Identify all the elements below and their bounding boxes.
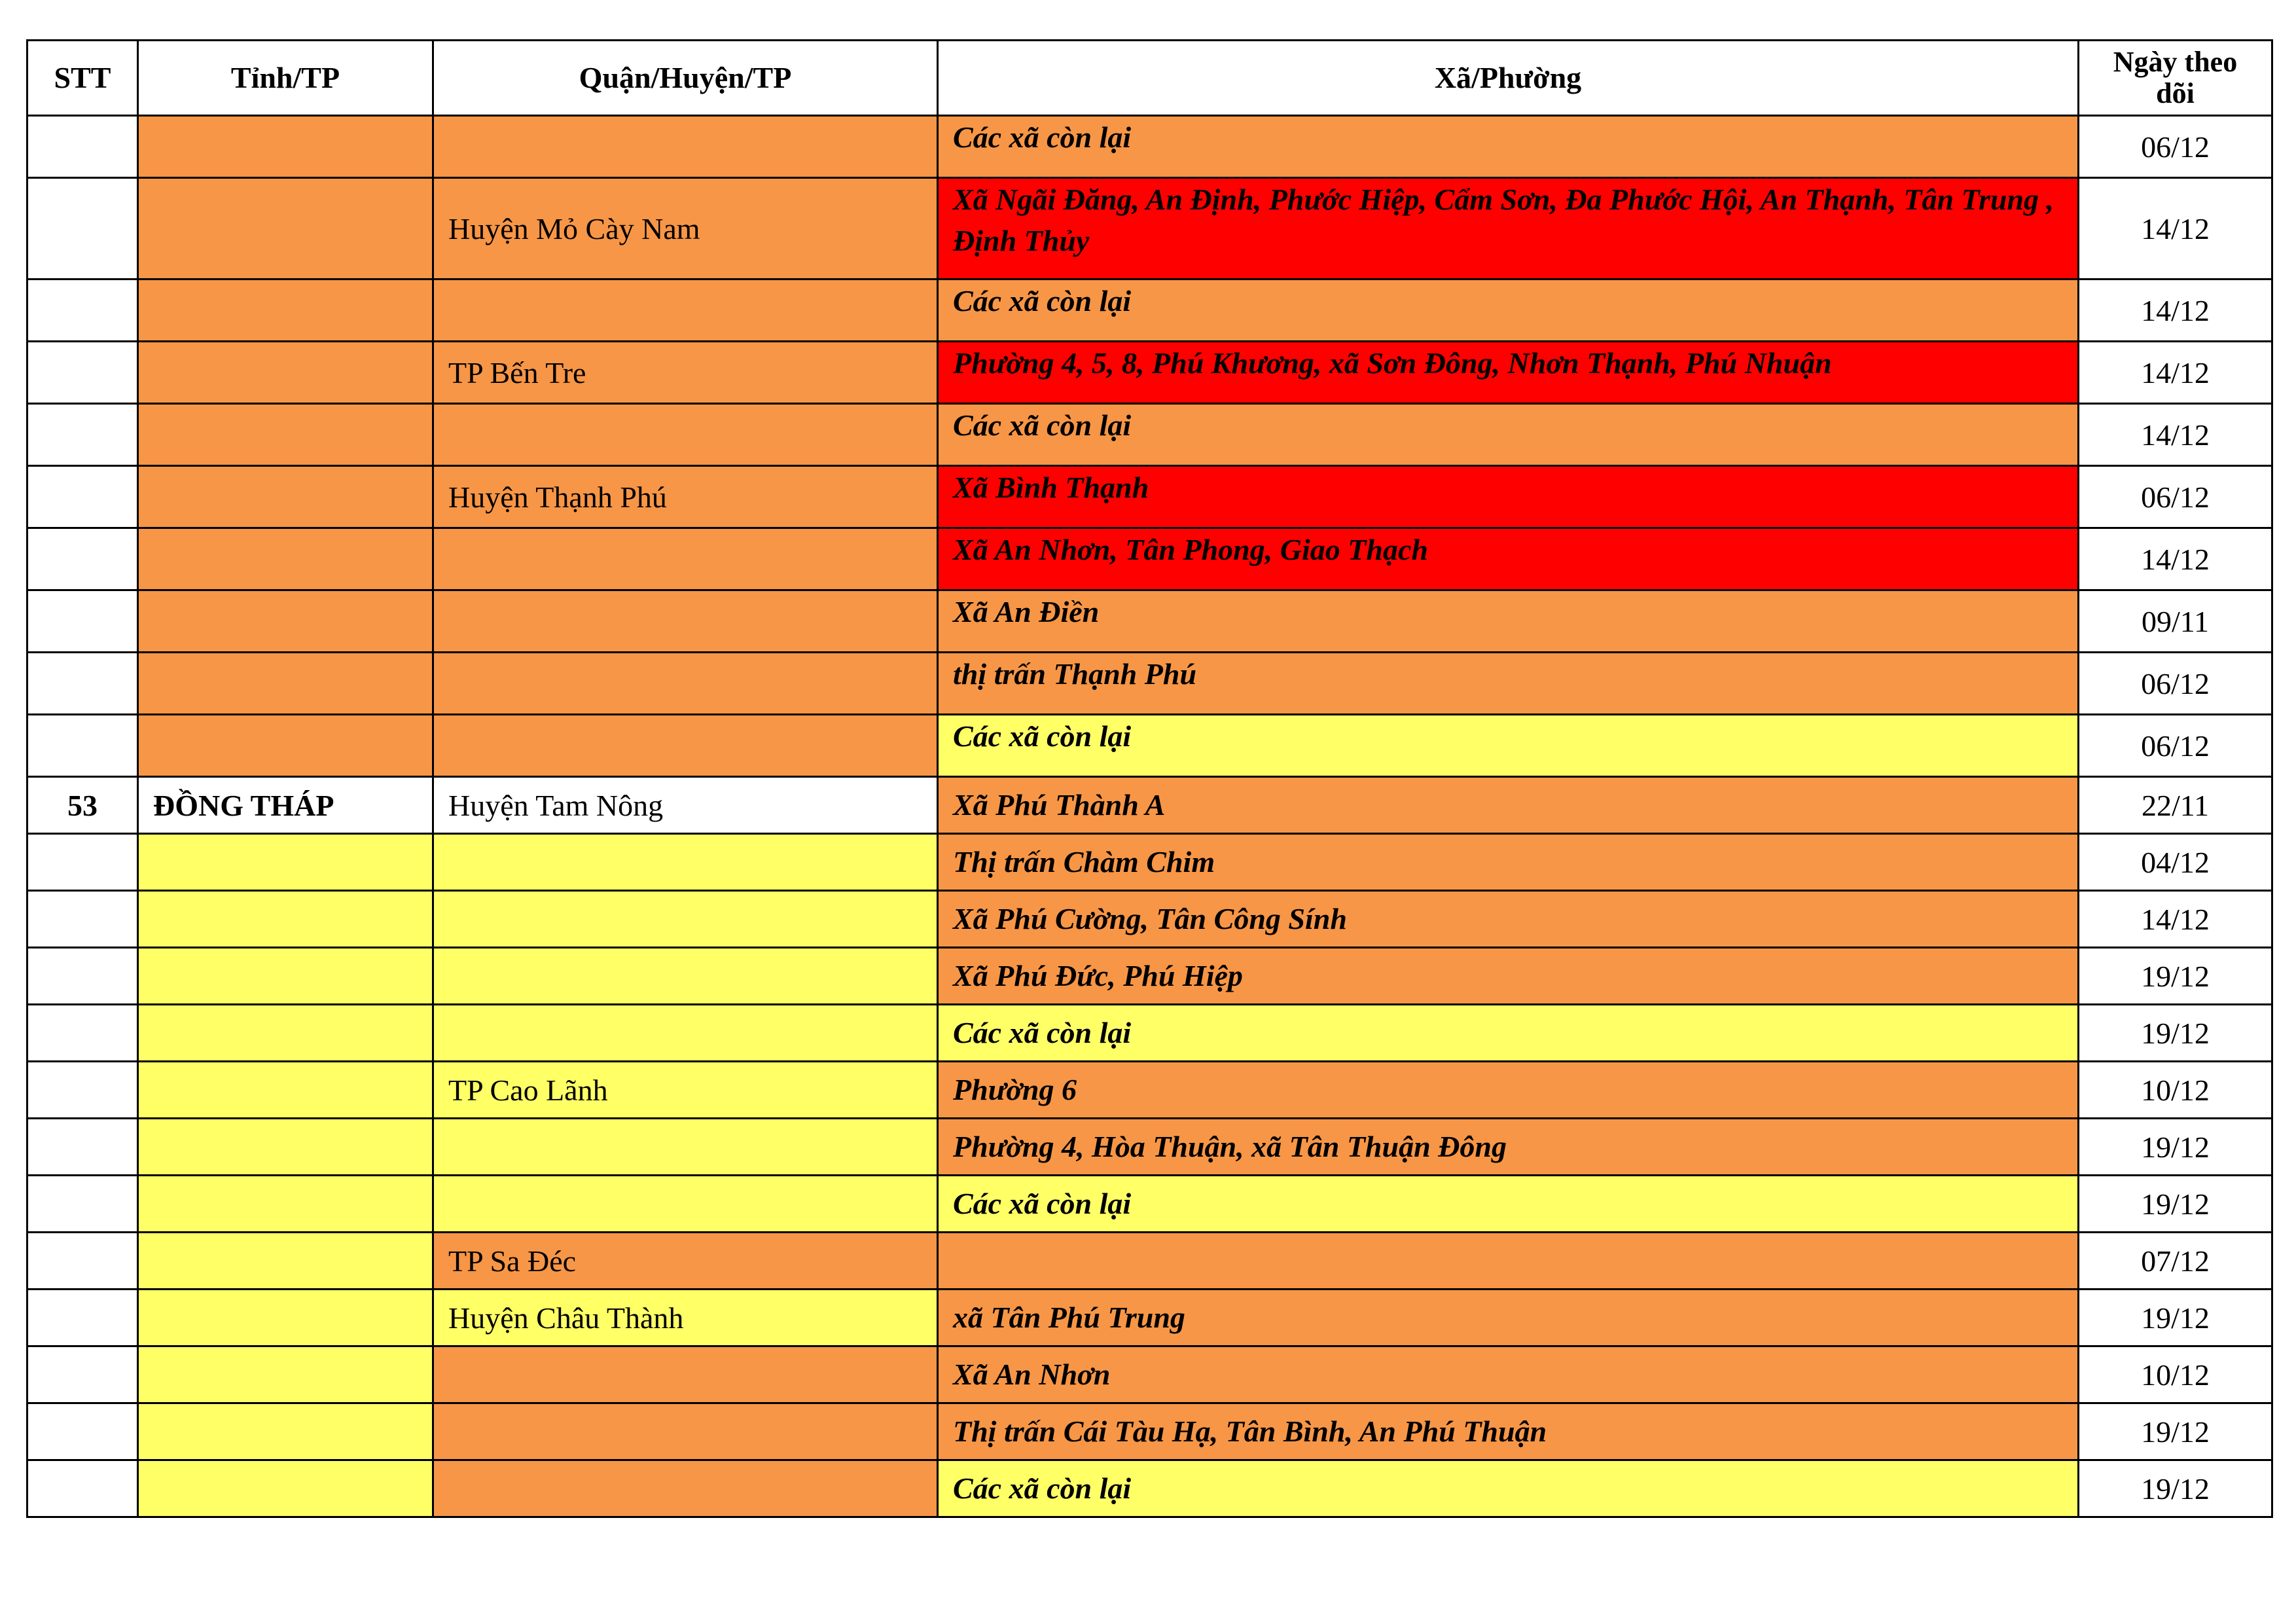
cell-district [433,891,938,948]
cell-stt [27,1176,138,1233]
cell-stt [27,948,138,1005]
cell-monitoring-date: 19/12 [2079,1176,2272,1233]
cell-monitoring-date: 19/12 [2079,1403,2272,1460]
cell-district [433,528,938,590]
cell-province [138,715,433,777]
monitoring-table [26,39,2273,1518]
cell-stt [27,653,138,715]
cell-stt [27,1460,138,1517]
cell-stt [27,1403,138,1460]
header-monitoring-date: Ngày theo dõi [2079,41,2272,116]
table-row [27,528,2272,590]
cell-commune: Xã An Nhơn, Tân Phong, Giao Thạch [938,528,2079,590]
table-row [27,466,2272,528]
cell-district [433,715,938,777]
cell-province [138,834,433,891]
cell-province [138,1233,433,1290]
table-row [27,116,2272,178]
cell-stt [27,466,138,528]
table-row [27,1290,2272,1346]
table-row [27,948,2272,1005]
cell-province [138,1403,433,1460]
cell-commune: Phường 4, Hòa Thuận, xã Tân Thuận Đông [938,1119,2079,1176]
table-row [27,1346,2272,1403]
cell-stt [27,590,138,653]
table-row [27,1119,2272,1176]
cell-province [138,466,433,528]
cell-province [138,1460,433,1517]
cell-commune: xã Tân Phú Trung [938,1290,2079,1346]
cell-province [138,1005,433,1062]
cell-commune: Các xã còn lại [938,1176,2079,1233]
cell-commune: Các xã còn lại [938,715,2079,777]
cell-commune: Các xã còn lại [938,116,2079,178]
cell-district [433,1005,938,1062]
cell-district [433,280,938,342]
cell-district [433,116,938,178]
cell-province [138,891,433,948]
cell-stt: 53 [27,777,138,834]
cell-commune: thị trấn Thạnh Phú [938,653,2079,715]
table-body [27,116,2272,1517]
table-header-row [27,41,2272,116]
cell-commune: Các xã còn lại [938,280,2079,342]
cell-stt [27,280,138,342]
cell-province [138,116,433,178]
cell-monitoring-date: 19/12 [2079,1119,2272,1176]
cell-monitoring-date: 10/12 [2079,1062,2272,1119]
table-row [27,1005,2272,1062]
cell-district [433,404,938,466]
cell-monitoring-date: 19/12 [2079,1005,2272,1062]
table-row [27,715,2272,777]
cell-district [433,1346,938,1403]
cell-stt [27,891,138,948]
cell-district [433,1460,938,1517]
table-row [27,777,2272,834]
cell-province [138,178,433,280]
cell-district: TP Cao Lãnh [433,1062,938,1119]
cell-monitoring-date: 09/11 [2079,590,2272,653]
cell-commune: Thị trấn Chàm Chim [938,834,2079,891]
cell-stt [27,1119,138,1176]
cell-monitoring-date: 14/12 [2079,528,2272,590]
cell-province [138,342,433,404]
table-row [27,1062,2272,1119]
cell-province: ĐỒNG THÁP [138,777,433,834]
cell-district [433,948,938,1005]
cell-monitoring-date: 06/12 [2079,653,2272,715]
cell-district: TP Sa Đéc [433,1233,938,1290]
cell-monitoring-date: 19/12 [2079,948,2272,1005]
cell-monitoring-date: 06/12 [2079,715,2272,777]
cell-commune: Các xã còn lại [938,404,2079,466]
cell-stt [27,1346,138,1403]
cell-monitoring-date: 19/12 [2079,1290,2272,1346]
table-row [27,178,2272,280]
cell-district [433,590,938,653]
cell-stt [27,404,138,466]
cell-monitoring-date: 19/12 [2079,1460,2272,1517]
cell-province [138,1290,433,1346]
cell-stt [27,834,138,891]
cell-district: Huyện Mỏ Cày Nam [433,178,938,280]
cell-stt [27,178,138,280]
cell-stt [27,1290,138,1346]
cell-province [138,653,433,715]
cell-district [433,653,938,715]
header-district: Quận/Huyện/TP [433,41,938,116]
cell-stt [27,715,138,777]
cell-commune: Các xã còn lại [938,1005,2079,1062]
table-row [27,404,2272,466]
table-row [27,1233,2272,1290]
cell-monitoring-date: 06/12 [2079,116,2272,178]
header-commune: Xã/Phường [938,41,2079,116]
cell-commune [938,1233,2079,1290]
cell-monitoring-date: 14/12 [2079,178,2272,280]
cell-monitoring-date: 06/12 [2079,466,2272,528]
cell-province [138,1176,433,1233]
cell-stt [27,1233,138,1290]
cell-stt [27,1062,138,1119]
cell-district: Huyện Tam Nông [433,777,938,834]
cell-district: TP Bến Tre [433,342,938,404]
cell-province [138,1119,433,1176]
cell-monitoring-date: 04/12 [2079,834,2272,891]
cell-district [433,1119,938,1176]
cell-commune: Xã An Điền [938,590,2079,653]
cell-province [138,948,433,1005]
cell-province [138,1062,433,1119]
cell-district: Huyện Châu Thành [433,1290,938,1346]
table-row [27,834,2272,891]
cell-monitoring-date: 22/11 [2079,777,2272,834]
cell-commune: Xã An Nhơn [938,1346,2079,1403]
cell-stt [27,342,138,404]
table-row [27,891,2272,948]
header-stt: STT [27,41,138,116]
cell-province [138,404,433,466]
table-row [27,280,2272,342]
cell-commune: Xã Phú Đức, Phú Hiệp [938,948,2079,1005]
cell-monitoring-date: 14/12 [2079,404,2272,466]
cell-commune: Thị trấn Cái Tàu Hạ, Tân Bình, An Phú Thuận [938,1403,2079,1460]
table-row [27,590,2272,653]
cell-province [138,528,433,590]
cell-district [433,1403,938,1460]
cell-stt [27,116,138,178]
cell-monitoring-date: 14/12 [2079,280,2272,342]
cell-district: Huyện Thạnh Phú [433,466,938,528]
table-row [27,1460,2272,1517]
cell-province [138,280,433,342]
cell-district [433,834,938,891]
cell-commune: Phường 4, 5, 8, Phú Khương, xã Sơn Đông, Nhơn Thạnh, Phú Nhuận [938,342,2079,404]
cell-stt [27,1005,138,1062]
table-row [27,1403,2272,1460]
header-province: Tỉnh/TP [138,41,433,116]
cell-commune: Xã Bình Thạnh [938,466,2079,528]
cell-monitoring-date: 07/12 [2079,1233,2272,1290]
cell-province [138,1346,433,1403]
cell-commune: Phường 6 [938,1062,2079,1119]
cell-monitoring-date: 14/12 [2079,342,2272,404]
cell-monitoring-date: 10/12 [2079,1346,2272,1403]
cell-monitoring-date: 14/12 [2079,891,2272,948]
cell-district [433,1176,938,1233]
cell-commune: Xã Ngãi Đăng, An Định, Phước Hiệp, Cẩm Sơn, Đa Phước Hội, An Thạnh, Tân Trung , Định Thủy [938,178,2079,280]
table-row [27,342,2272,404]
cell-commune: Xã Phú Cường, Tân Công Sính [938,891,2079,948]
table-row [27,653,2272,715]
cell-commune: Xã Phú Thành A [938,777,2079,834]
cell-province [138,590,433,653]
table-row [27,1176,2272,1233]
cell-commune: Các xã còn lại [938,1460,2079,1517]
cell-stt [27,528,138,590]
